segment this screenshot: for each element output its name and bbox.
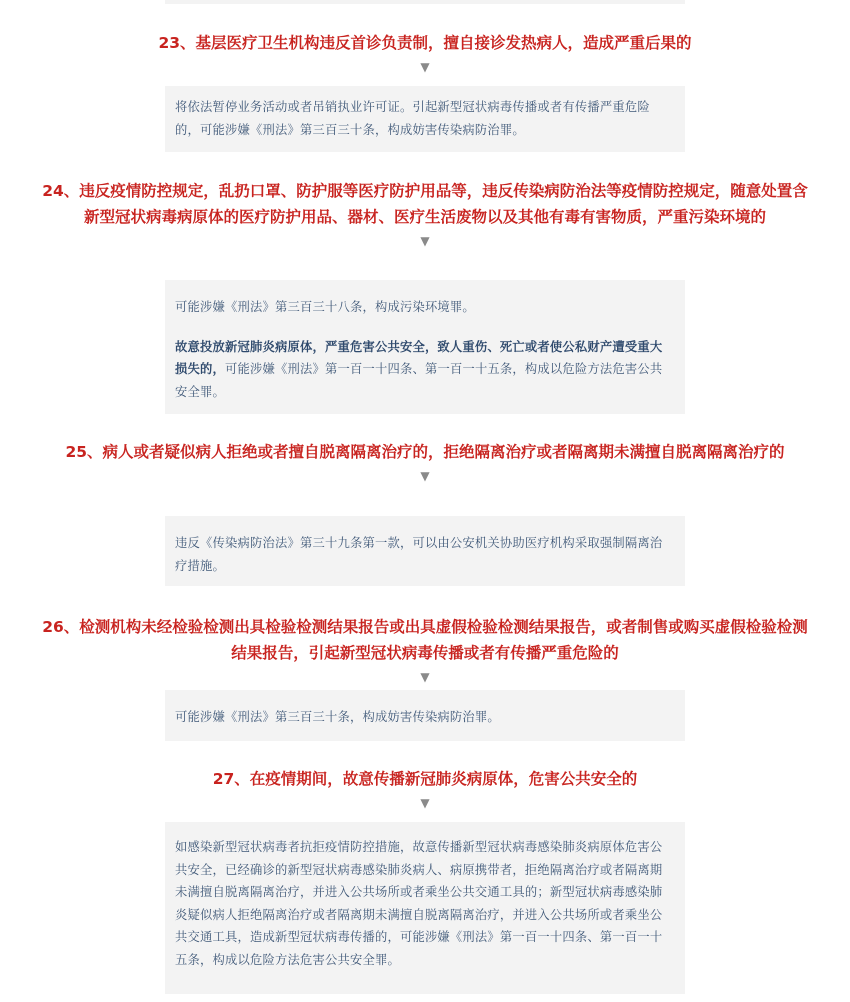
section-24 [0,178,850,248]
section-24-content [165,280,685,414]
section-23-content [165,86,685,152]
section-heading: 24、违反疫情防控规定，乱扔口罩、防护服等医疗防护用品等，违反传染病防治法等疫情防控规定，随意处置含新型冠状病毒病原体的医疗防护用品、器材、医疗生活废物以及其他有毒有害物质，严重污染环境的 [42,182,808,226]
down-arrow-icon: ▼ [420,469,430,483]
section-heading: 25、病人或者疑似病人拒绝或者擅自脱离隔离治疗的，拒绝隔离治疗或者隔离期未满擅自脱离隔离治疗的 [65,443,785,461]
content-paragraph: 如感染新型冠状病毒者抗拒疫情防控措施，故意传播新型冠状病毒感染肺炎病原体危害公共安全，已经确诊的新型冠状病毒感染肺炎病人、病原携带者，拒绝隔离治疗或者隔离期未满擅自脱离隔离治疗，并进入公共场所或者乘坐公共交通工具的；新型冠状病毒感染肺炎疑似病人拒绝隔离治疗或者隔离期未满擅自脱离隔离治疗，并进入公共场所或者乘坐公共交通工具，造成新型冠状病毒传播的，可能涉嫌《刑法》第一百一十四条、第一百一十五条，构成以危险方法危害公共安全罪。 [175,840,663,967]
section-26-content [165,690,685,741]
down-arrow-icon: ▼ [420,60,430,74]
section-heading: 27、在疫情期间，故意传播新冠肺炎病原体，危害公共安全的 [212,770,638,788]
content-paragraph: 故意投放新冠肺炎病原体，严重危害公共安全，致人重伤、死亡或者使公私财产遭受重大损失的，可能涉嫌《刑法》第一百一十四条、第一百一十五条，构成以危险方法危害公共安全罪。 [175,339,663,399]
content-paragraph: 将依法暂停业务活动或者吊销执业许可证。引起新型冠状病毒传播或者有传播严重危险的，可能涉嫌《刑法》第三百三十条，构成妨害传染病防治罪。 [175,100,650,137]
down-arrow-icon: ▼ [420,670,430,684]
section-heading: 23、基层医疗卫生机构违反首诊负责制，擅自接诊发热病人，造成严重后果的 [158,34,692,52]
section-27-content [165,822,685,994]
content-paragraph: 违反《传染病防治法》第三十九条第一款，可以由公安机关协助医疗机构采取强制隔离治疗措施。 [175,536,663,573]
section-heading: 26、检测机构未经检验检测出具检验检测结果报告或出具虚假检验检测结果报告，或者制售或购买虚假检验检测结果报告，引起新型冠状病毒传播或者有传播严重危险的 [42,618,808,662]
section-25-content [165,516,685,586]
down-arrow-icon: ▼ [420,234,430,248]
previous-box-bottom [165,0,685,4]
content-paragraph: 可能涉嫌《刑法》第三百三十八条，构成污染环境罪。 [175,300,475,314]
section-23 [0,30,850,74]
down-arrow-icon: ▼ [420,796,430,810]
section-26 [0,614,850,684]
section-27 [0,766,850,810]
content-paragraph: 可能涉嫌《刑法》第三百三十条，构成妨害传染病防治罪。 [175,710,500,724]
section-25 [0,439,850,483]
